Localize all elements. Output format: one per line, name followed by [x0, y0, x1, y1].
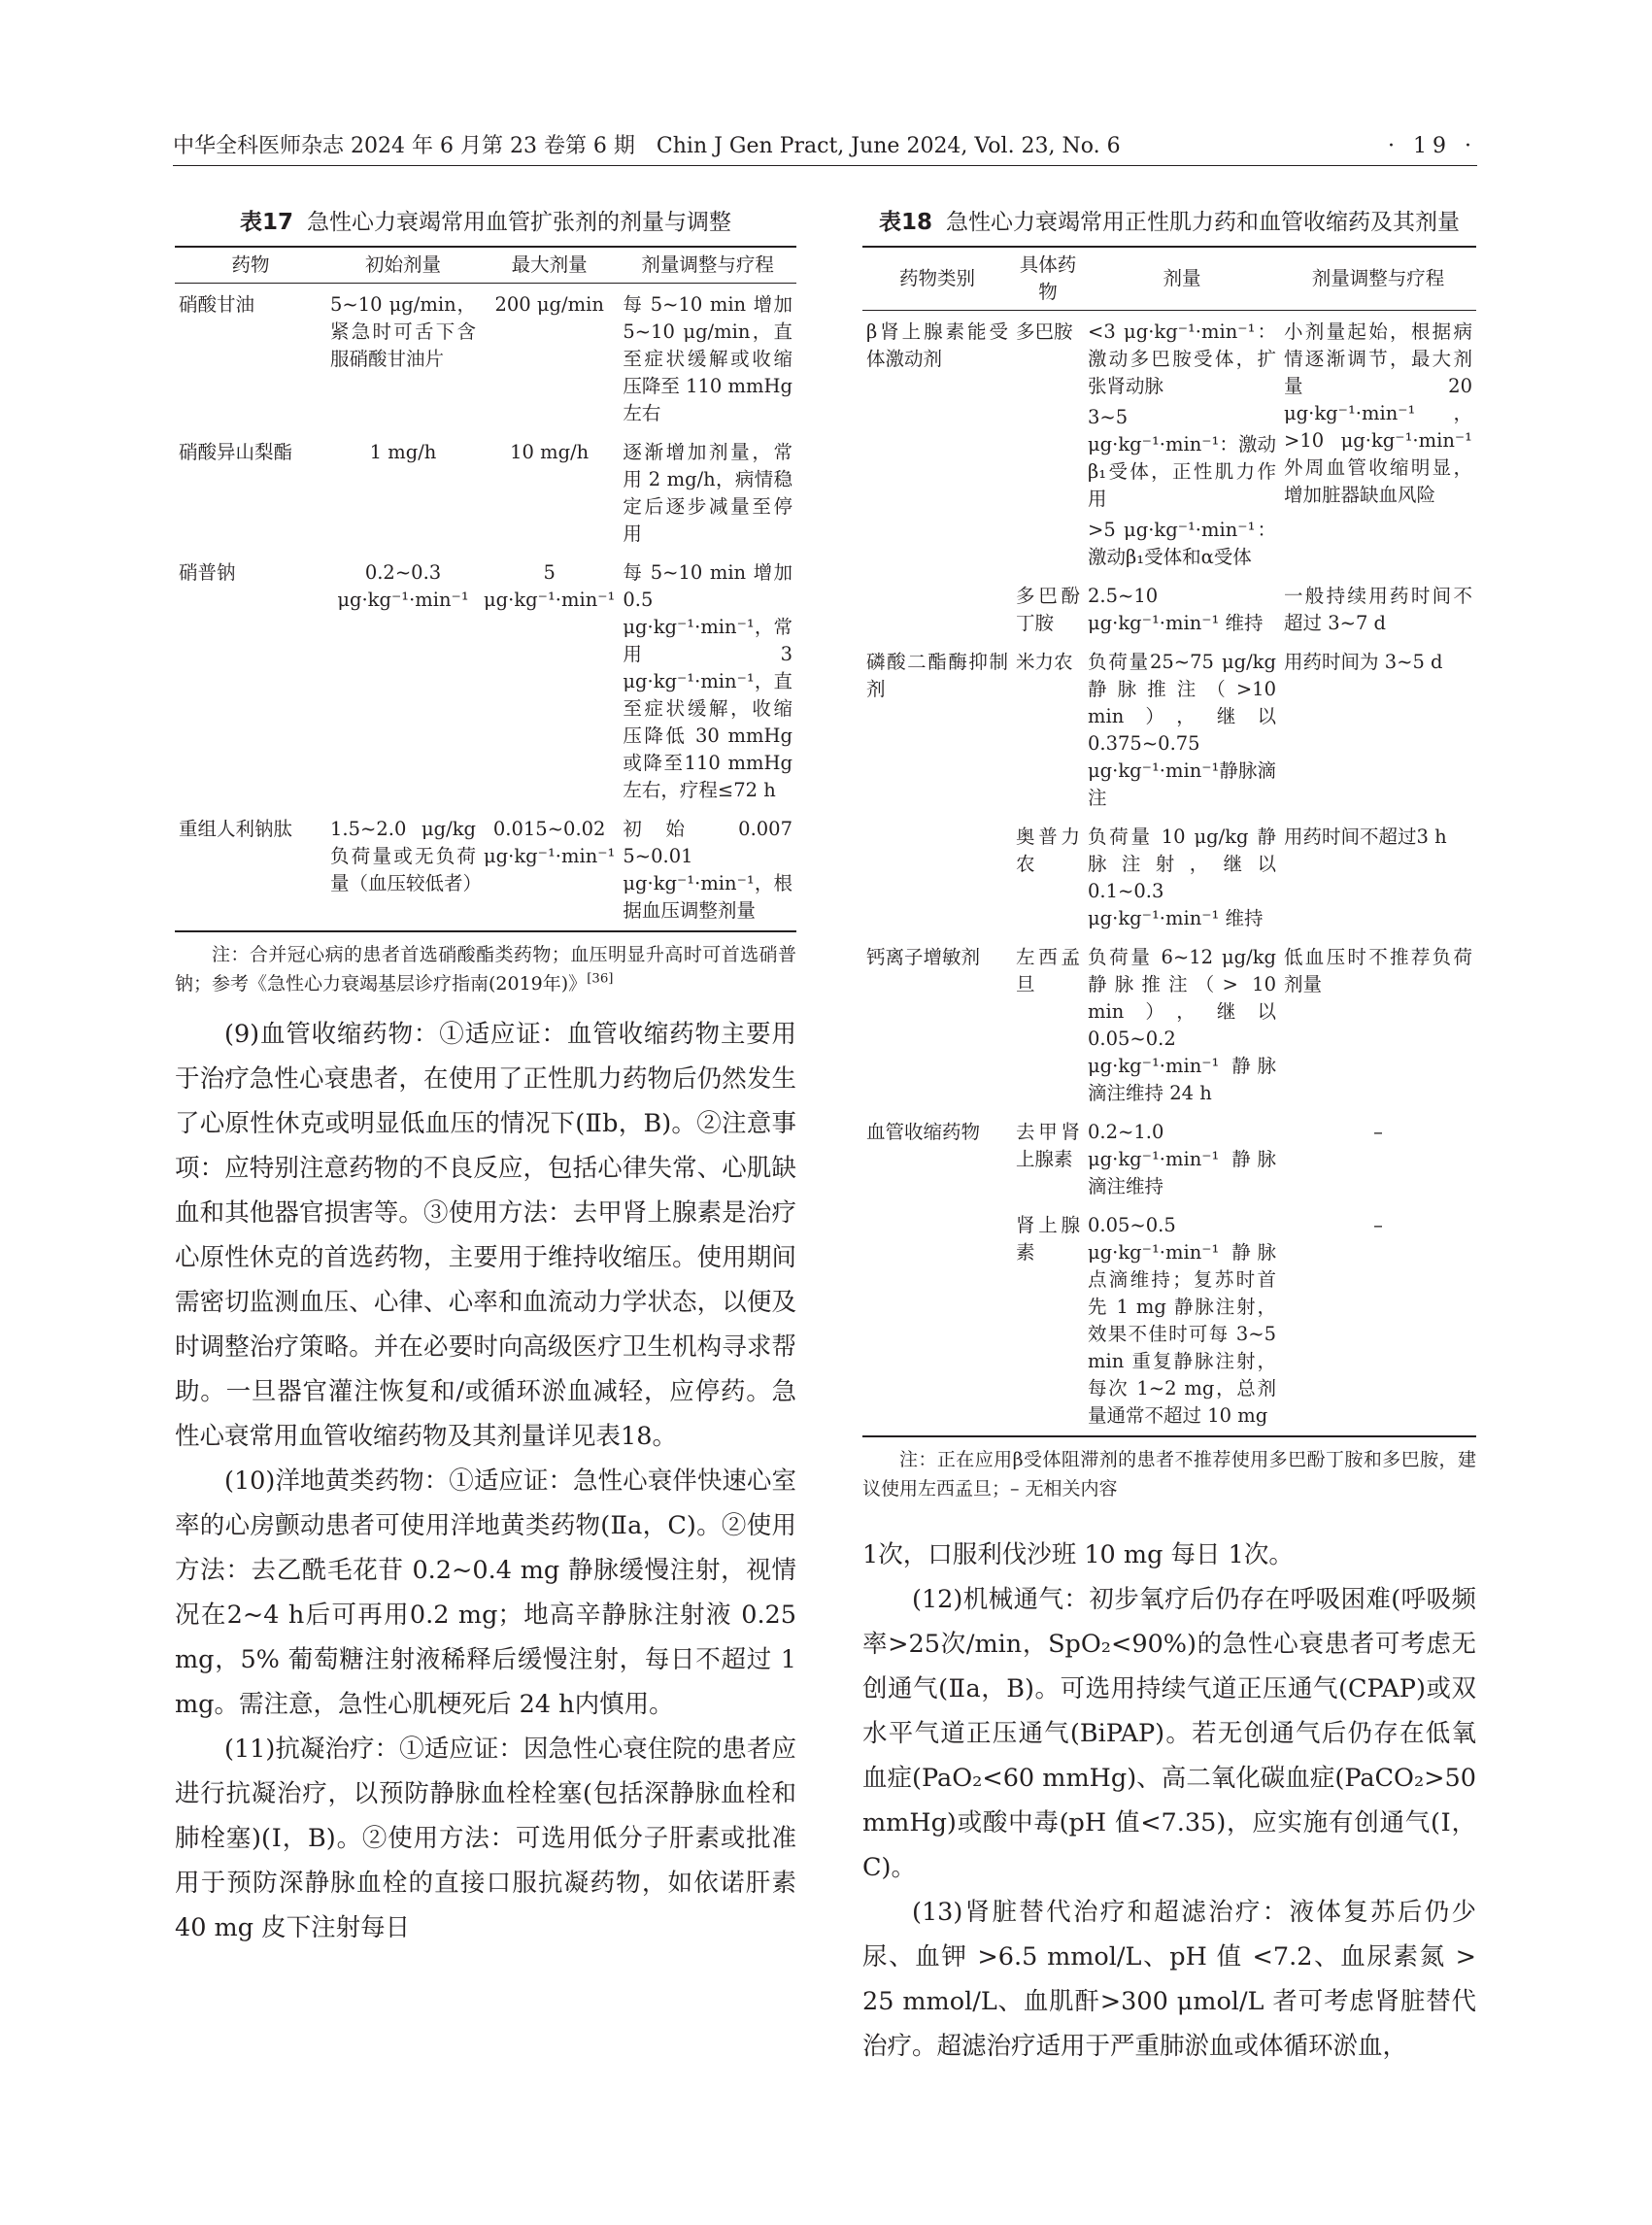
paragraph-digitalis: (10)洋地黄类药物：①适应证：急性心衰伴快速心室率的心房颤动患者可使用洋地黄类药物(Ⅱa，C)。②使用方法：去乙酰毛花苷 0.2~0.4 mg 静脉缓慢注射，视情况在2~4 h后可再用0.2 mg；地高辛静脉注射液 0.25 mg，5% 葡萄糖注射液稀释后缓慢注射，每日不超过 1 mg。需注意，急性心肌梗死后 24 h内慎用。 — [175, 1466, 796, 1719]
table-cell: 负荷量25~75 μg/kg静脉推注（>10 min），继以0.375~0.75 μg·kg⁻¹·min⁻¹静脉滴注 — [1088, 651, 1276, 809]
table-cell: 硝酸异山梨酯 — [179, 441, 293, 463]
table17-header-cell: 最大剂量 — [480, 247, 619, 284]
table-cell: 硝酸甘油 — [179, 293, 255, 316]
table-cell: 钙离子增敏剂 — [866, 946, 981, 968]
table-cell: 一般持续用药时间不超过 3~7 d — [1284, 585, 1472, 634]
table-cell: 左西孟旦 — [1016, 946, 1080, 995]
table18-header-cell: 剂量调整与疗程 — [1280, 247, 1476, 311]
right-column — [862, 204, 1476, 2069]
paragraph-vasoconstrictors: (9)血管收缩药物：①适应证：血管收缩药物主要用于治疗急性心衰患者，在使用了正性肌力药物后仍然发生了心原性休克或明显低血压的情况下(Ⅱb，B)。②注意事项：应特别注意药物的不良反应，包括心律失常、心肌缺血和其他器官损害等。③使用方法：去甲肾上腺素是治疗心原性休克的首选药物，主要用于维持收缩压。使用期间需密切监测血压、心律、心率和血流动力学状态，以便及时调整治疗策略。并在必要时向高级医疗卫生机构寻求帮助。一旦器官灌注恢复和/或循环淤血减轻，应停药。急性心衰常用血管收缩药物及其剂量详见表18。 — [175, 1020, 796, 1451]
table-row — [862, 934, 1476, 1109]
table18-note: 注：正在应用β受体阻滞剂的患者不推荐使用多巴酚丁胺和多巴胺，建议使用左西孟旦；– 无相关内容 — [862, 1449, 1476, 1500]
table-cell — [1012, 515, 1084, 573]
table-cell — [862, 515, 1012, 573]
table-cell: – — [1373, 1121, 1383, 1143]
table18-header-cell: 剂量 — [1084, 247, 1280, 311]
table-row — [862, 1202, 1476, 1436]
running-header — [173, 132, 1477, 166]
table17-note — [175, 940, 796, 998]
table-cell: 1.5~2.0 μg/kg 负荷量或无负荷量（血压较低者） — [326, 806, 480, 931]
table-cell: 5~10 μg/min，紧急时可舌下含服硝酸甘油片 — [330, 293, 476, 370]
table-row — [175, 806, 796, 931]
left-column — [175, 204, 796, 1950]
table-cell: 磷酸二酯酶抑制剂 — [866, 651, 1008, 700]
table-cell: 负荷量 10 μg/kg 静脉注射，继以 0.1~0.3 μg·kg⁻¹·min⁻¹ 维持 — [1088, 826, 1276, 929]
table18-header-row — [862, 247, 1476, 311]
table-cell: 每 5~10 min 增加 0.5 μg·kg⁻¹·min⁻¹，常用3 μg·kg⁻¹·min⁻¹，直至症状缓解，收缩压降低 30 mmHg 或降至110 mmHg 左右，疗程≤72 h — [623, 561, 792, 801]
table18-label: 表18 — [878, 210, 932, 235]
table-cell: 逐渐增加剂量，常用 2 mg/h，病情稳定后逐步减量至停用 — [623, 441, 792, 545]
table-row — [862, 814, 1476, 934]
table-cell: <3 μg·kg⁻¹·min⁻¹：激动多巴胺受体，扩张肾动脉 — [1088, 320, 1276, 397]
table-cell: 负荷量 6~12 μg/kg 静脉推注（> 10 min），继以 0.05~0.2 μg·kg⁻¹·min⁻¹ 静脉滴注维持 24 h — [1088, 946, 1276, 1104]
paragraph-renal-replacement: (13)肾脏替代治疗和超滤治疗：液体复苏后仍少尿、血钾 >6.5 mmol/L、pH 值 <7.2、血尿素氮 > 25 mmol/L、血肌酐>300 μmol/L 者可考虑肾脏替代治疗。超滤治疗适用于严重肺淤血或体循环淤血， — [862, 1898, 1476, 2061]
table-cell — [862, 573, 1012, 639]
paragraph-anticoagulation: (11)抗凝治疗：①适应证：因急性心衰住院的患者应进行抗凝治疗，以预防静脉血栓栓塞(包括深静脉血栓和肺栓塞)(Ⅰ，B)。②使用方法：可选用低分子肝素或批准用于预防深静脉血栓的直接口服抗凝药物，如依诺肝素 40 mg 皮下注射每日 — [175, 1735, 796, 1942]
table-row — [862, 573, 1476, 639]
table-cell: 米力农 — [1016, 651, 1073, 673]
table-cell: 肾上腺素 — [1012, 1202, 1084, 1436]
table17-label: 表17 — [239, 210, 293, 235]
table17-caption — [175, 204, 796, 236]
table-row — [862, 639, 1476, 814]
table18-title: 急性心力衰竭常用正性肌力药和血管收缩药及其剂量 — [946, 210, 1460, 235]
table-cell: 5 μg·kg⁻¹·min⁻¹ — [484, 561, 616, 611]
table-cell: 2.5~10 μg·kg⁻¹·min⁻¹ 维持 — [1088, 585, 1264, 634]
table-cell: 奥普力农 — [1016, 826, 1080, 875]
table-cell — [1012, 402, 1084, 515]
table18-caption — [862, 204, 1476, 236]
table-cell: 用药时间为 3~5 d — [1284, 651, 1443, 673]
table-row — [175, 284, 796, 430]
table-cell: >5 μg·kg⁻¹·min⁻¹：激动β₁受体和α受体 — [1088, 519, 1276, 568]
table17-header-row — [175, 247, 796, 284]
table17-header-cell: 剂量调整与疗程 — [619, 247, 796, 284]
table-row — [175, 550, 796, 806]
table-cell — [862, 402, 1012, 515]
table18 — [862, 246, 1476, 1437]
table17-header-cell: 初始剂量 — [326, 247, 480, 284]
paragraph-mechanical-ventilation: (12)机械通气：初步氧疗后仍存在呼吸困难(呼吸频率>25次/min，SpO₂<90%)的急性心衰患者可考虑无创通气(Ⅱa，B)。可选用持续气道正压通气(CPAP)或双水平气道正压通气(BiPAP)。若无创通气后仍存在低氧血症(PaO₂<60 mmHg)、高二氧化碳血症(PaCO₂>50 mmHg)或酸中毒(pH 值<7.35)，应实施有创通气(Ⅰ，C)。 — [862, 1585, 1476, 1882]
table-cell — [862, 814, 1012, 934]
table-cell: 用药时间不超过3 h — [1284, 826, 1447, 848]
table-cell: 血管收缩药物 — [866, 1121, 981, 1143]
table-row — [862, 1109, 1476, 1202]
table17 — [175, 246, 796, 932]
table-cell: 硝普钠 — [179, 561, 236, 584]
page-number: · 19 · — [1388, 134, 1477, 158]
table17-note-text: 注：合并冠心病的患者首选硝酸酯类药物；血压明显升高时可首选硝普钠；参考《急性心力衰竭基层诊疗指南(2019年)》 — [175, 944, 796, 995]
table-cell: 每 5~10 min 增加 5~10 μg/min，直至症状缓解或收缩压降至 110 mmHg左右 — [623, 293, 792, 424]
table17-note-ref: [36] — [587, 971, 614, 987]
table-cell: β肾上腺素能受体激动剂 — [866, 320, 1008, 370]
table-cell: 3~5 μg·kg⁻¹·min⁻¹：激动β₁受体，正性肌力作用 — [1088, 406, 1276, 510]
table-cell: 0.015~0.02 μg·kg⁻¹·min⁻¹ — [480, 806, 619, 931]
table-row — [862, 311, 1476, 403]
table-cell: 去甲肾上腺素 — [1016, 1121, 1080, 1170]
table-cell: 多巴胺 — [1016, 320, 1073, 343]
journal-citation: 中华全科医师杂志 2024 年 6 月第 23 卷第 6 期 Chin J Gen Pract, June 2024, Vol. 23, No. 6 — [173, 134, 1121, 158]
table17-title: 急性心力衰竭常用血管扩张剂的剂量与调整 — [307, 210, 731, 235]
table18-header-cell: 具体药物 — [1012, 247, 1084, 311]
table-cell: 200 μg/min — [494, 293, 604, 316]
table-cell — [862, 1202, 1012, 1436]
table-cell: 小剂量起始，根据病情逐渐调节，最大剂量 20 μg·kg⁻¹·min⁻¹，>10 μg·kg⁻¹·min⁻¹ 外周血管收缩明显，增加脏器缺血风险 — [1284, 320, 1472, 506]
paragraph-continuation: 1次，口服利伐沙班 10 mg 每日 1次。 — [862, 1540, 1294, 1569]
table-cell: 10 mg/h — [510, 441, 590, 463]
table-cell: – — [1280, 1202, 1476, 1436]
table-cell: 0.2~0.3 μg·kg⁻¹·min⁻¹ — [337, 561, 469, 611]
table-cell: 低血压时不推荐负荷剂量 — [1284, 946, 1472, 995]
table18-header-cell: 药物类别 — [862, 247, 1012, 311]
table-cell: 1 mg/h — [369, 441, 437, 463]
table-cell: 0.2~1.0 μg·kg⁻¹·min⁻¹ 静脉滴注维持 — [1088, 1121, 1276, 1197]
table-row — [175, 429, 796, 550]
table17-header-cell: 药物 — [175, 247, 326, 284]
table-cell: 重组人利钠肽 — [175, 806, 326, 931]
table-cell: 0.05~0.5 μg·kg⁻¹·min⁻¹ 静脉点滴维持；复苏时首先 1 mg 静脉注射，效果不佳时可每 3~5 min 重复静脉注射，每次 1~2 mg，总剂量通常不超过 10 mg — [1084, 1202, 1280, 1436]
table-cell: 初始 0.007 5~0.01 μg·kg⁻¹·min⁻¹，根据血压调整剂量 — [619, 806, 796, 931]
table-cell: 多巴酚丁胺 — [1016, 585, 1080, 634]
